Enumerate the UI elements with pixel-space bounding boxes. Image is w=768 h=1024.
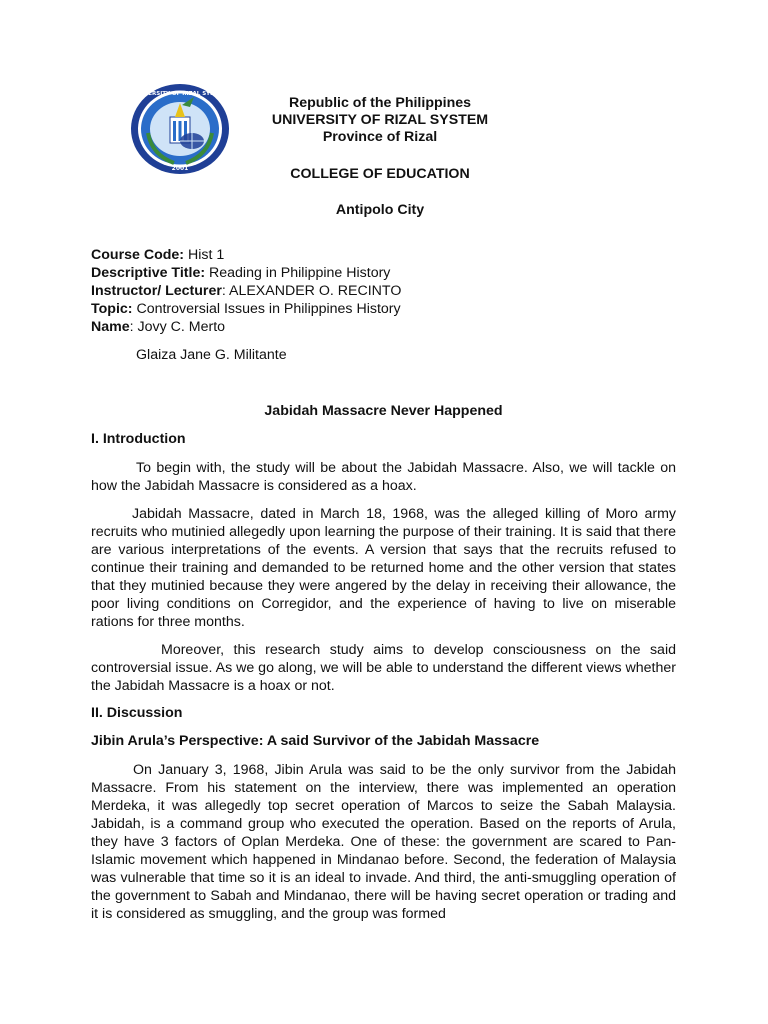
course-code-value: Hist 1 [184, 247, 225, 263]
descriptive-title-label: Descriptive Title: [91, 265, 206, 281]
name-label: Name [91, 319, 130, 335]
instructor-label: Instructor/ Lecturer [91, 283, 222, 299]
introduction-heading: I. Introduction [91, 431, 186, 447]
name-line [91, 318, 225, 336]
topic-line [91, 300, 401, 318]
descriptive-title-line [91, 264, 390, 282]
header-province: Province of Rizal [322, 129, 438, 145]
header-college: COLLEGE OF EDUCATION [290, 166, 470, 182]
instructor-value: : ALEXANDER O. RECINTO [221, 283, 402, 299]
course-code-label: Course Code: [91, 247, 185, 263]
header-republic: Republic of the Philippines [288, 95, 472, 111]
instructor-line [91, 282, 401, 300]
name-value: : Jovy C. Merto [129, 319, 226, 335]
name-second-line: Glaiza Jane G. Militante [136, 347, 287, 363]
course-code-line [91, 246, 224, 264]
descriptive-title-value: Reading in Philippine History [205, 265, 391, 281]
perspective-subheading: Jibin Arula’s Perspective: A said Survivor of the Jabidah Massacre [91, 733, 540, 749]
introduction-paragraph-2: Jabidah Massacre, dated in March 18, 1968, was the alleged killing of Moro army recruits who mutinied allegedly upon learning the purpose of their training. It is said that there are various interpretations of the events. A version that says that the recruits refused to continue their training and demanded to be returned home and the other version that states that they mutinied because they were angered by the delay in receiving their allowance, the poor living conditions on Corregidor, and the experience of having to live on miserable rations for three months. [91, 506, 676, 630]
introduction-paragraph-1: To begin with, the study will be about the Jabidah Massacre. Also, we will tackle on how the Jabidah Massacre is considered as a hoax. [91, 460, 676, 494]
discussion-heading: II. Discussion [91, 705, 183, 721]
topic-label: Topic: [91, 301, 133, 317]
discussion-paragraph-1: On January 3, 1968, Jibin Arula was said to be the only survivor from the Jabidah Massacre. From his statement on the interview, there was implemented an operation Merdeka, it was allegedly top secret operation of Marcos to seize the Sabah Malaysia. Jabidah, is a command group who executed the operation. Based on the reports of Arula, they have 3 factors of Oplan Merdeka. One of these: the government are scared to Pan-Islamic movement which happened in Mindanao before. Second, the federation of Malaysia was vulnerable that time so it is an ideal to invade. And third, the anti-smuggling operation of the government to Sabah and Mindanao, there will be having secret operation or trading and it is considered as smuggling, and the group was formed [91, 762, 676, 922]
document-title: Jabidah Massacre Never Happened [264, 403, 503, 419]
seal-year: 2001 [171, 165, 189, 172]
header-university: UNIVERSITY OF RIZAL SYSTEM [271, 112, 489, 128]
topic-value: Controversial Issues in Philippines History [132, 301, 401, 317]
header-city: Antipolo City [335, 202, 425, 218]
seal-top-text: UNIVERSITY OF RIZAL SYSTEM [132, 91, 228, 97]
introduction-paragraph-3: Moreover, this research study aims to develop consciousness on the said controversial issue. As we go along, we will be able to understand the different views whether the Jabidah Massacre is a hoax or not. [91, 642, 676, 694]
